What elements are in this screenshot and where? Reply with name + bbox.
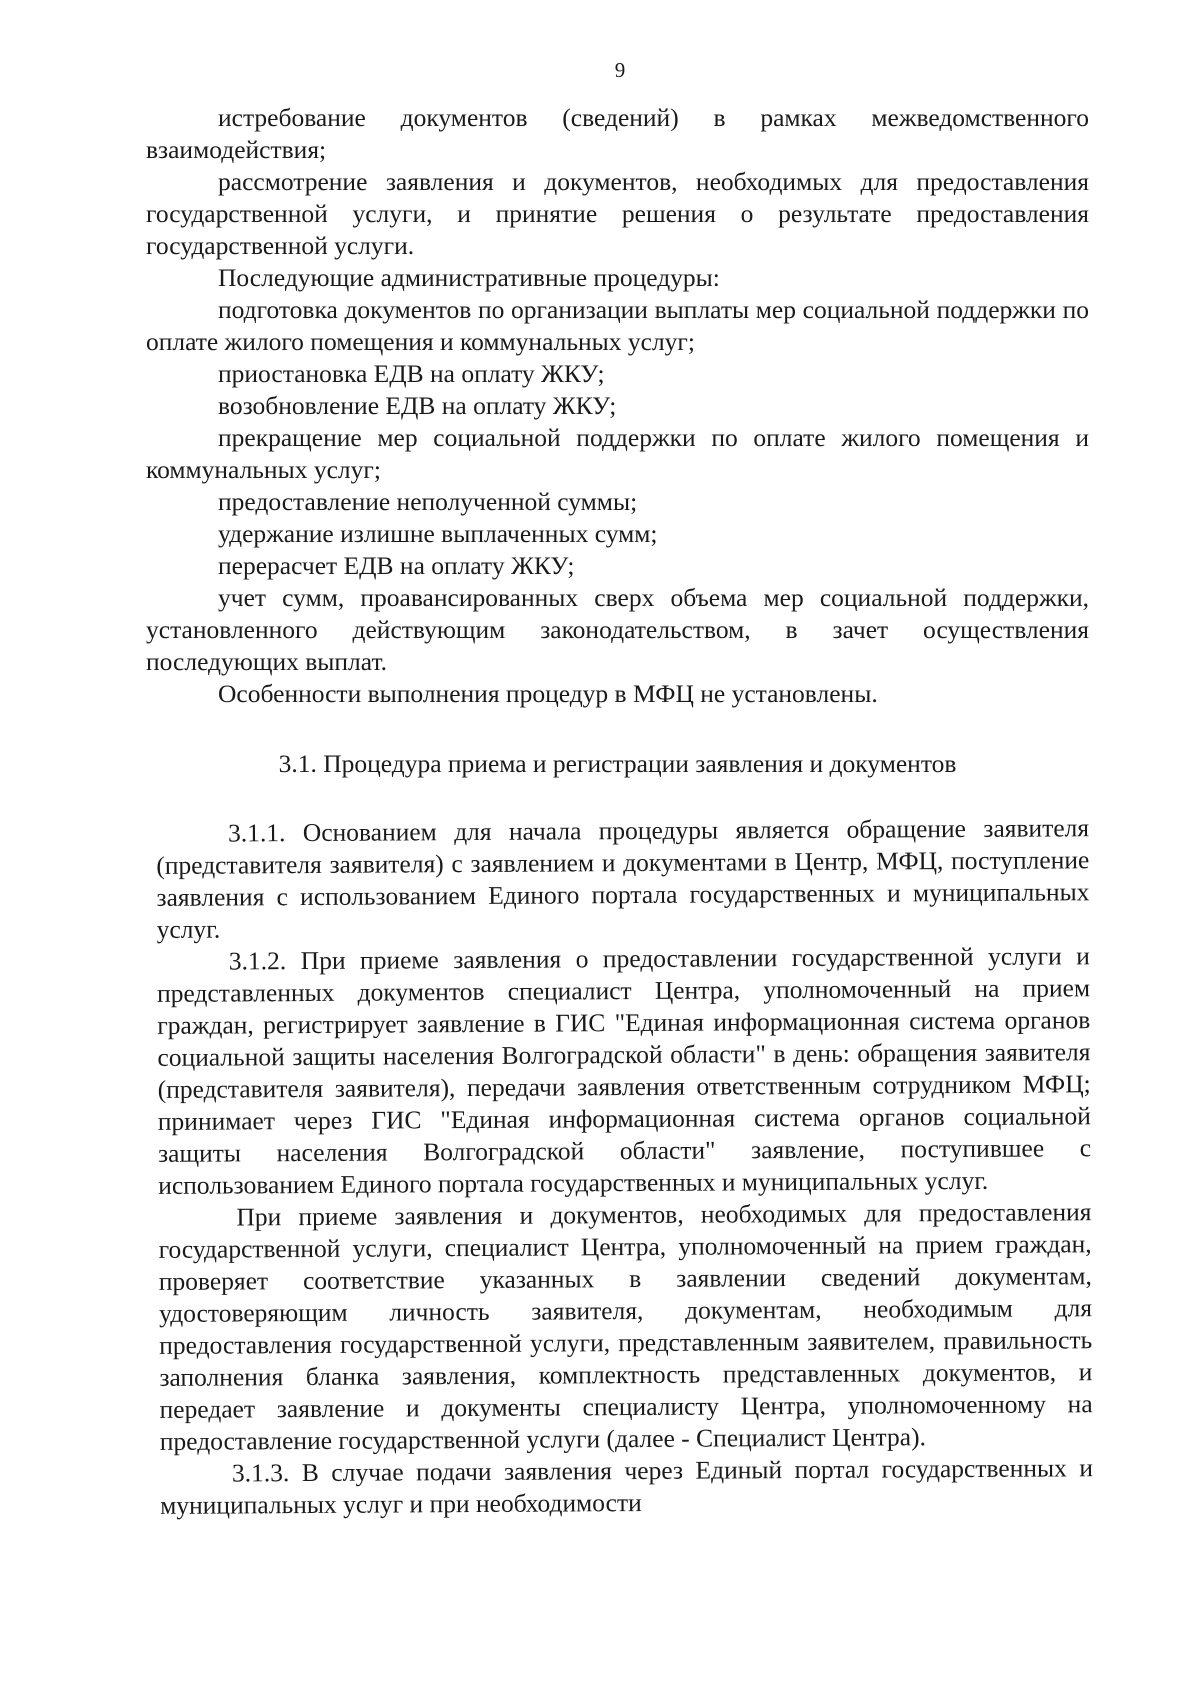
paragraph-suspension: приостановка ЕДВ на оплату ЖКУ; — [218, 359, 605, 388]
section-heading: 3.1. Процедура приема и регистрации заявления и документов — [278, 749, 957, 778]
paragraph-advance-accounting: учет сумм, проавансированных сверх объема мер социальной поддержки, установленного действующим законодательством, в зачет осуществления последующих выплат. — [146, 583, 1089, 676]
paragraph-mfc-specifics: Особенности выполнения процедур в МФЦ не установлены. — [218, 679, 878, 708]
lower-section — [146, 812, 1093, 1522]
paragraph-3-1-1: 3.1.1. Основанием для начала процедуры является обращение заявителя (представителя заявителя) с заявлением и документами в Центр, МФЦ, поступление заявления с использованием Единого портала государственных и муниципальных услуг. — [156, 813, 1090, 944]
paragraph-subsequent-procedures: Последующие административные процедуры: — [218, 263, 720, 292]
paragraph-unreceived-sum: предоставление неполученной суммы; — [218, 487, 638, 516]
paragraph-interagency-request: истребование документов (сведений) в рамках межведомственного взаимодействия; — [146, 103, 1089, 164]
paragraph-3-1-3: 3.1.3. В случае подачи заявления через Единый портал государственных и муниципальных услуг и при необходимости — [160, 1453, 1094, 1520]
paragraph-recalculation: перерасчет ЕДВ на оплату ЖКУ; — [218, 551, 575, 580]
document-body — [146, 102, 1094, 1522]
paragraph-3-1-2: 3.1.2. При приеме заявления о предоставлении государственной услуги и представленных документов специалист Центра, уполномоченный на прием граждан, регистрирует заявление в ГИС "Единая информационная система органов социальной защиты населения Волгоградской области" в день: обращения заявителя (представителя заявителя), передачи заявления ответственным сотрудником МФЦ; принимает через ГИС "Единая информационная система органов социальной защиты населения Волгоградской области" заявление, поступившее с использованием Единого портала государственных и муниципальных услуг. — [156, 941, 1092, 1200]
page-number: 9 — [614, 58, 626, 82]
paragraph-payment-preparation: подготовка документов по организации выплаты мер социальной поддержки по оплате жилого помещения и коммунальных услуг; — [146, 295, 1089, 356]
paragraph-acceptance-check: При приеме заявления и документов, необходимых для предоставления государственной услуги, специалист Центра, уполномоченный на прием граждан, проверяет соответствие указанных в заявлении сведений документам, удостоверяющим личность заявителя, документам, необходимым для предоставления государственной услуги, представленным заявителем, правильность заполнения бланка заявления, комплектность представленных документов, и передает заявление и документы специалисту Центра, уполномоченному на предоставление государственной услуги (далее - Специалист Центра). — [158, 1197, 1093, 1456]
paragraph-resumption: возобновление ЕДВ на оплату ЖКУ; — [218, 391, 617, 420]
paragraph-termination: прекращение мер социальной поддержки по оплате жилого помещения и коммунальных услуг; — [146, 423, 1089, 484]
paragraph-overpaid-deduction: удержание излишне выплаченных сумм; — [218, 519, 658, 548]
paragraph-review-application: рассмотрение заявления и документов, необходимых для предоставления государственной услуги, и принятие решения о результате предоставления государственной услуги. — [146, 167, 1089, 260]
